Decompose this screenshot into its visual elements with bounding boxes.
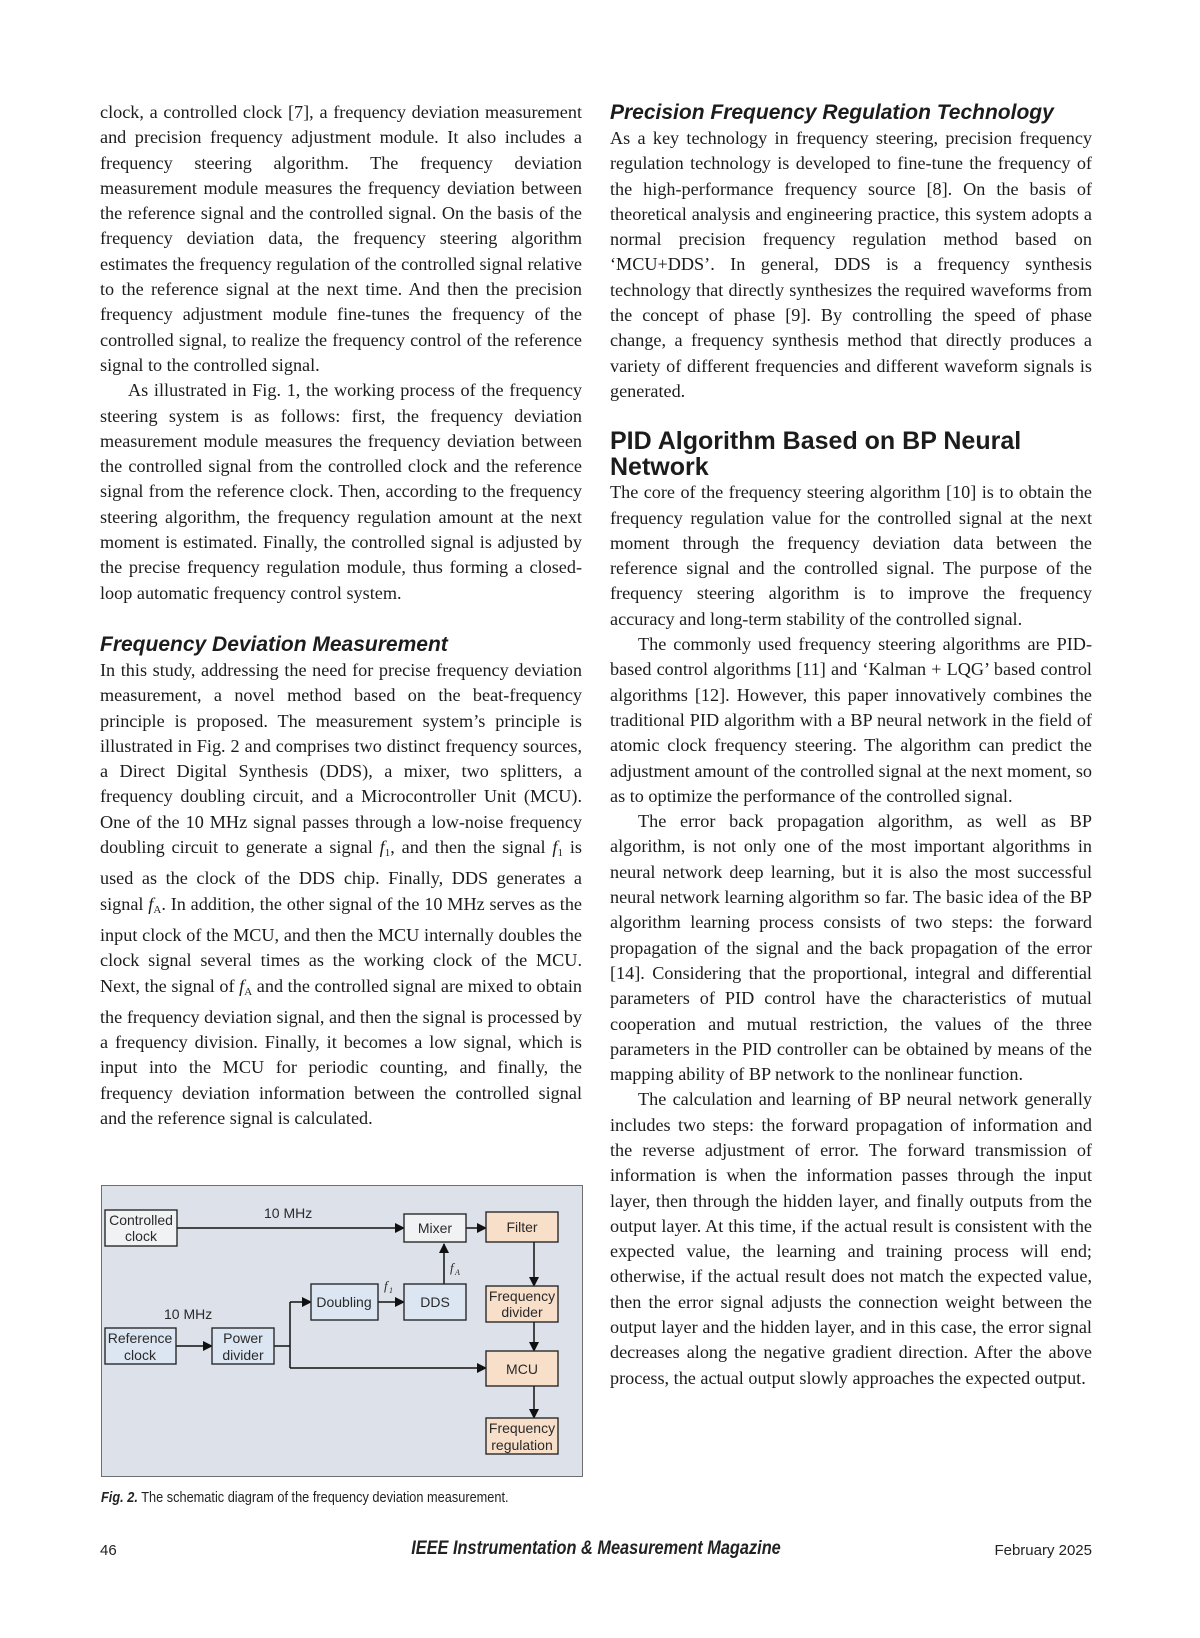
svg-text:clock: clock <box>124 1347 156 1363</box>
issue-date: February 2025 <box>994 1542 1092 1559</box>
label-fA <box>450 1260 460 1277</box>
svg-text:f: f <box>450 1260 454 1275</box>
block-frequency-regulation <box>486 1418 558 1454</box>
svg-text:Reference: Reference <box>107 1330 173 1346</box>
heading-frequency-deviation-measurement: Frequency Deviation Measurement <box>100 632 448 656</box>
svg-text:DDS: DDS <box>420 1294 450 1310</box>
svg-text:Mixer: Mixer <box>417 1220 453 1236</box>
pfrt-paragraph: As a key technology in frequency steering, precision frequency regulation technology is developed to fine-tune the frequency of the high-performance frequency source [8]. On the basis of theoretical analysis and engineering practice, this system adopts a normal precision frequency regulation method based on ‘MCU+DDS’. In general, DDS is a frequency synthesis technology that directly synthesizes the required waveforms from the concept of phase [9]. By controlling the speed of phase change, a frequency synthesis method that directly produces a variety of different frequencies and different waveform signals is generated. <box>610 128 1092 401</box>
block-power-divider <box>212 1328 274 1364</box>
svg-text:f: f <box>384 1278 388 1293</box>
label-10mhz-top: 10 MHz <box>264 1205 313 1221</box>
svg-text:MCU: MCU <box>506 1361 538 1377</box>
svg-text:regulation: regulation <box>491 1437 553 1453</box>
svg-text:Frequency: Frequency <box>488 1420 556 1436</box>
svg-text:Controlled: Controlled <box>109 1212 173 1228</box>
block-mcu <box>486 1351 558 1386</box>
svg-text:clock: clock <box>125 1228 157 1244</box>
svg-text:divider: divider <box>222 1347 264 1363</box>
pid-paragraph-1: The core of the frequency steering algorithm [10] is to obtain the frequency regulation value for the controlled signal at the next moment through the frequency deviation data between the reference signal and the controlled signal. The purpose of the frequency steering algorithm is to improve the frequency accuracy and long-term stability of the controlled signal. <box>610 482 1092 629</box>
page-number: 46 <box>100 1542 117 1559</box>
svg-text:Doubling: Doubling <box>316 1294 372 1310</box>
right-column <box>610 100 1092 1391</box>
label-f1 <box>384 1278 393 1295</box>
svg-text:Filter: Filter <box>506 1219 538 1235</box>
heading-pid-algorithm: PID Algorithm Based on BP Neural Network <box>610 427 1022 482</box>
block-mixer <box>404 1214 466 1242</box>
pid-paragraph-3: The error back propagation algorithm, as well as BP algorithm, is not only one of the most important algorithms in neural network deep learning, but it is also the most successful neural network learning algorithm so far. The basic idea of the BP algorithm learning process consists of two steps: the forward propagation of the signal and the back propagation of the error [14]. Considering that the proportional, integral and differential parameters of PID control have the characteristics of mutual cooperation and mutual restriction, the values of the three parameters in the PID controller can be obtained by means of the mapping ability of BP network to the nonlinear function. <box>610 811 1092 1085</box>
intro-paragraph: clock, a controlled clock [7], a frequency deviation measurement and precision frequency adjustment module. It also includes a frequency steering algorithm. The frequency deviation measurement module measures the frequency deviation between the reference signal and the controlled signal. On the basis of the frequency deviation data, the frequency steering algorithm estimates the frequency regulation of the controlled signal relative to the reference signal at the next time. And then the precision frequency adjustment module fine-tunes the frequency of the controlled signal, to realize the frequency control of the reference signal to the controlled signal. <box>100 102 582 375</box>
block-reference-clock <box>105 1328 176 1364</box>
heading-precision-frequency-regulation: Precision Frequency Regulation Technology <box>610 101 1054 124</box>
block-frequency-divider <box>486 1286 558 1322</box>
magazine-title: IEEE Instrumentation & Measurement Magazine <box>411 1538 781 1559</box>
fdm-paragraph: In this study, addressing the need for precise frequency deviation measurement, a novel method based on the beat-frequency principle is proposed. The measurement system’s principle is illustrated in Fig. 2 and comprises two distinct frequency sources, a Direct Digital Synthesis (DDS), a mixer, two splitters, a frequency doubling circuit, and a Microcontroller Unit (MCU). One of the 10 MHz signal passes through a low-noise frequency doubling circuit to generate a signal $f_1$, and then the signal $f_1$ is used as the clock of the DDS chip. Finally, DDS generates a signal $f_A$. In addition, the other signal of the 10 MHz serves as the input clock of the MCU, and then the MCU internally doubles the clock signal several times as the working clock of the MCU. Next, the signal of $f_A$ and the controlled signal are mixed to obtain the frequency deviation signal, and then the signal is processed by a frequency division. Finally, it becomes a low signal, which is input into the MCU for periodic counting, and finally, the frequency deviation information between the controlled signal and the reference signal is calculated. <box>100 659 583 1128</box>
block-doubling <box>311 1284 378 1320</box>
figure-2-diagram <box>101 1185 583 1477</box>
block-controlled-clock <box>105 1210 177 1246</box>
svg-text:A: A <box>455 1268 460 1277</box>
pid-paragraph-4: The calculation and learning of BP neural network generally includes two steps: the forward propagation of information and the reverse adjustment of error. The forward transmission of information is when the information passes through the input layer, then through the hidden layer, and finally outputs from the output layer. At this time, if the actual result is consistent with the expected value, the learning and training process will end; otherwise, if the actual result does not match the expected value, then the error signal adjusts the connection weight between the output layer and the hidden layer, and in this case, the error signal decreases along the negative gradient direction. After the above process, the actual output slowly approaches the expected output. <box>610 1089 1092 1388</box>
svg-text:Frequency: Frequency <box>488 1288 556 1304</box>
block-filter <box>486 1212 558 1242</box>
pid-paragraph-2: The commonly used frequency steering algorithms are PID-based control algorithms [11] and ‘Kalman + LQG’ based control algorithms [12]. However, this paper innovatively combines the traditional PID algorithm with a BP neural network in the field of atomic clock frequency steering. The algorithm can predict the adjustment amount of the controlled signal at the next moment, so as to optimize the performance of the controlled signal. <box>610 634 1092 806</box>
figure-caption: Fig. 2. The schematic diagram of the frequency deviation measurement. <box>101 1490 509 1506</box>
block-dds <box>404 1284 466 1320</box>
left-column <box>100 100 582 1131</box>
svg-text:Power: Power <box>223 1330 263 1346</box>
svg-text:1: 1 <box>389 1286 393 1295</box>
process-paragraph: As illustrated in Fig. 1, the working process of the frequency steering system is as follows: first, the frequency deviation measurement module measures the frequency deviation between the controlled signal from the controlled clock and the reference signal from the reference clock. Then, according to the frequency steering algorithm, the frequency regulation amount at the next moment is estimated. Finally, the controlled signal is adjusted by the precise frequency regulation module, thus forming a closed-loop automatic frequency control system. <box>100 380 582 603</box>
label-10mhz-ref: 10 MHz <box>164 1306 213 1322</box>
svg-text:divider: divider <box>501 1304 543 1320</box>
